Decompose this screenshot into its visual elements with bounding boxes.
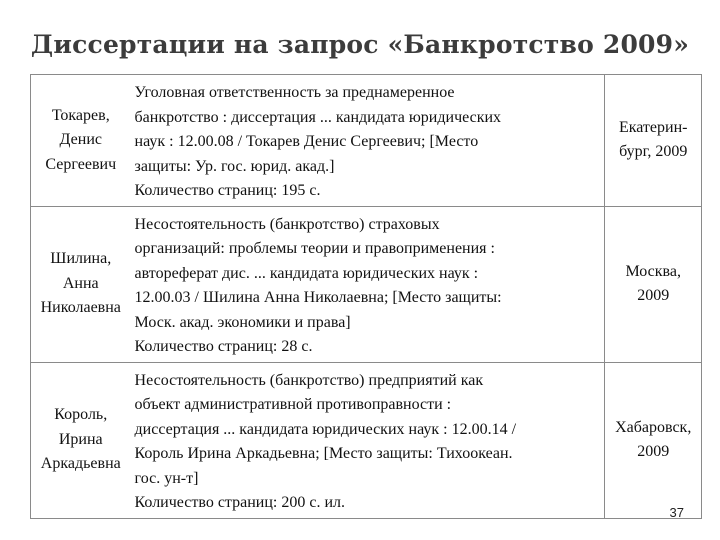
author-line: Ирина [58,430,103,448]
description-cell [133,206,605,362]
table-row [31,206,702,362]
description-line: диссертация ... кандидата юридических наук : 12.00.14 / [134,420,517,438]
description-cell [133,362,605,518]
description-line: Количество страниц: 28 с. [134,338,313,355]
description-line: Несостоятельность (банкротство) страховых [134,215,440,233]
description-line: объект административной противоправности : [134,396,452,413]
author-cell [31,75,133,207]
description-line: организаций: проблемы теории и правоприменения : [134,240,495,257]
table-row [31,362,702,518]
place-line: 2009 [637,287,670,304]
author-line: Аркадьевна [40,455,121,473]
description-line: защиты: Ур. гос. юрид. акад.] [134,157,335,175]
author-line: Денис [59,131,102,148]
description-line: Несостоятельность (банкротство) предприятий как [134,371,484,389]
description-line: Моск. акад. экономики и права] [134,313,351,331]
description-line: Количество страниц: 195 с. [134,182,321,199]
description-line: 12.00.03 / Шилина Анна Николаевна; [Место защиты: [134,289,502,306]
slide-title: Диссертации на запрос «Банкротство 2009» [30,30,690,59]
place-line: Хабаровск, [615,418,692,436]
description-line: Уголовная ответственность за преднамеренное [134,84,455,101]
author-cell [31,206,133,362]
author-line: Король, [54,406,108,424]
place-line: Екатерин- [618,118,688,136]
description-line: наук : 12.00.08 / Токарев Денис Сергеевич; [Место [134,133,479,150]
description-line: автореферат дис. ... кандидата юридических наук : [134,264,479,282]
page-number: 37 [669,505,684,520]
description-cell [133,75,605,207]
author-line: Сергеевич [45,155,117,173]
table-row [31,75,702,207]
place-year-cell [605,362,702,518]
author-line: Шилина, [50,250,112,268]
description-line: Король Ирина Аркадьевна; [Место защиты: Тихоокеан. [134,445,513,462]
author-cell [31,362,133,518]
author-line: Николаевна [40,299,121,317]
place-line: Москва, [625,262,681,280]
dissertations-table [30,74,702,519]
author-line: Анна [62,274,99,292]
description-line: гос. ун-т] [134,469,199,487]
place-year-cell [605,75,702,207]
place-line: 2009 [637,443,670,460]
description-line: банкротство : диссертация ... кандидата юридических [134,108,502,126]
author-line: Токарев, [51,106,110,124]
description-line: Количество страниц: 200 с. ил. [134,494,345,511]
place-line: бург, 2009 [619,143,688,161]
place-year-cell [605,206,702,362]
